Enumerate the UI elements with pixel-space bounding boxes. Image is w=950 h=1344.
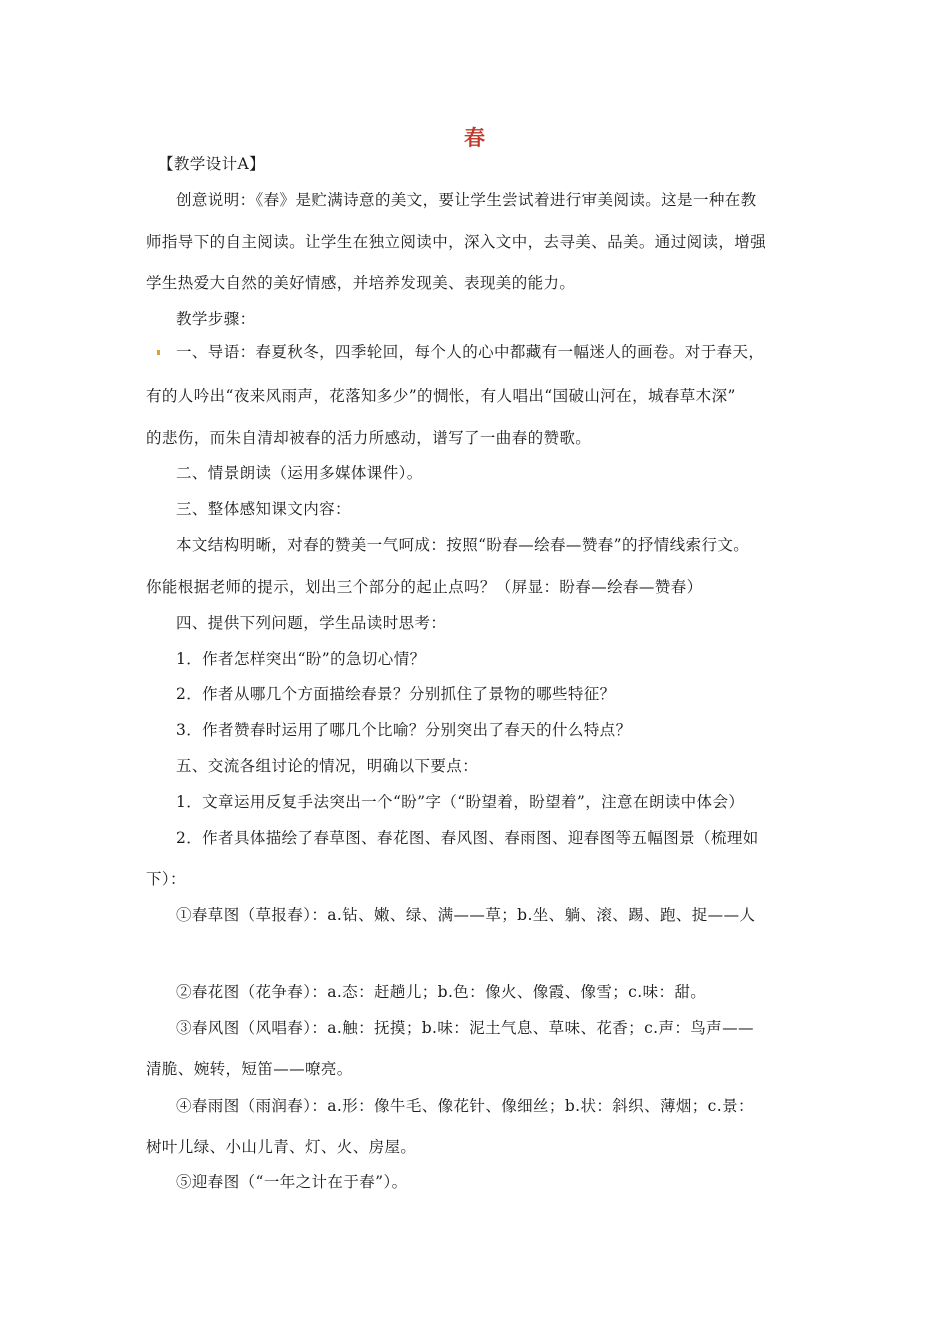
section-heading: 【教学设计A】 (158, 155, 265, 173)
paragraph-line: 你能根据老师的提示，划出三个部分的起止点吗？（屏显：盼春—绘春—赞春） (146, 578, 703, 596)
paragraph-line: 一、导语：春夏秋冬，四季轮回，每个人的心中都藏有一幅迷人的画卷。对于春天， (176, 343, 765, 361)
scene-item: ④春雨图（雨润春）：a.形：像牛毛、像花针、像细丝；b.状：斜织、薄烟；c.景： (176, 1097, 754, 1115)
paragraph-line: 师指导下的自主阅读。让学生在独立阅读中，深入文中，去寻美、品美。通过阅读，增强 (146, 233, 767, 251)
paragraph-line: 本文结构明晰，对春的赞美一气呵成：按照“盼春—绘春—赞春”的抒情线索行文。 (176, 536, 750, 554)
marker-dot (157, 350, 160, 355)
paragraph-line: 的悲伤，而朱自清却被春的活力所感动，谱写了一曲春的赞歌。 (146, 429, 592, 447)
paragraph-line: 四、提供下列问题，学生品读时思考： (176, 614, 447, 632)
paragraph-line: 五、交流各组讨论的情况，明确以下要点： (176, 757, 479, 775)
paragraph-line: 树叶儿绿、小山儿青、灯、火、房屋。 (146, 1138, 417, 1156)
scene-item: ②春花图（花争春）：a.态：赶趟儿；b.色：像火、像霞、像雪；c.味：甜。 (176, 983, 707, 1001)
scene-item: ⑤迎春图（“一年之计在于春”）。 (176, 1173, 408, 1191)
question-item: 1．作者怎样突出“盼”的急切心情？ (176, 650, 426, 668)
steps-heading: 教学步骤： (176, 310, 256, 328)
scene-item: ①春草图（草报春）：a.钻、嫩、绿、满——草；b.坐、躺、滚、踢、跑、捉——人 (176, 906, 756, 924)
paragraph-line: 创意说明：《春》是贮满诗意的美文，要让学生尝试着进行审美阅读。这是一种在教 (176, 191, 757, 209)
paragraph-line: 学生热爱大自然的美好情感，并培养发现美、表现美的能力。 (146, 274, 576, 292)
paragraph-line: 三、整体感知课文内容： (176, 500, 351, 518)
paragraph-line: 有的人吟出“夜来风雨声，花落知多少”的惆怅，有人唱出“国破山河在，城春草木深” (146, 387, 736, 405)
paragraph-line: 清脆、婉转，短笛——嘹亮。 (146, 1060, 353, 1078)
paragraph-line: 下）： (146, 870, 186, 888)
scene-item: ③春风图（风唱春）：a.触：抚摸；b.味：泥土气息、草味、花香；c.声：鸟声—— (176, 1019, 754, 1037)
paragraph-line: 二、情景朗读（运用多媒体课件）。 (176, 464, 423, 482)
question-item: 2．作者从哪几个方面描绘春景？分别抓住了景物的哪些特征？ (176, 685, 616, 703)
point-item: 1．文章运用反复手法突出一个“盼”字（“盼望着，盼望着”，注意在朗读中体会） (176, 793, 745, 811)
point-item: 2．作者具体描绘了春草图、春花图、春风图、春雨图、迎春图等五幅图景（梳理如 (176, 829, 759, 847)
question-item: 3．作者赞春时运用了哪几个比喻？分别突出了春天的什么特点？ (176, 721, 632, 739)
document-title: 春 (464, 125, 486, 150)
